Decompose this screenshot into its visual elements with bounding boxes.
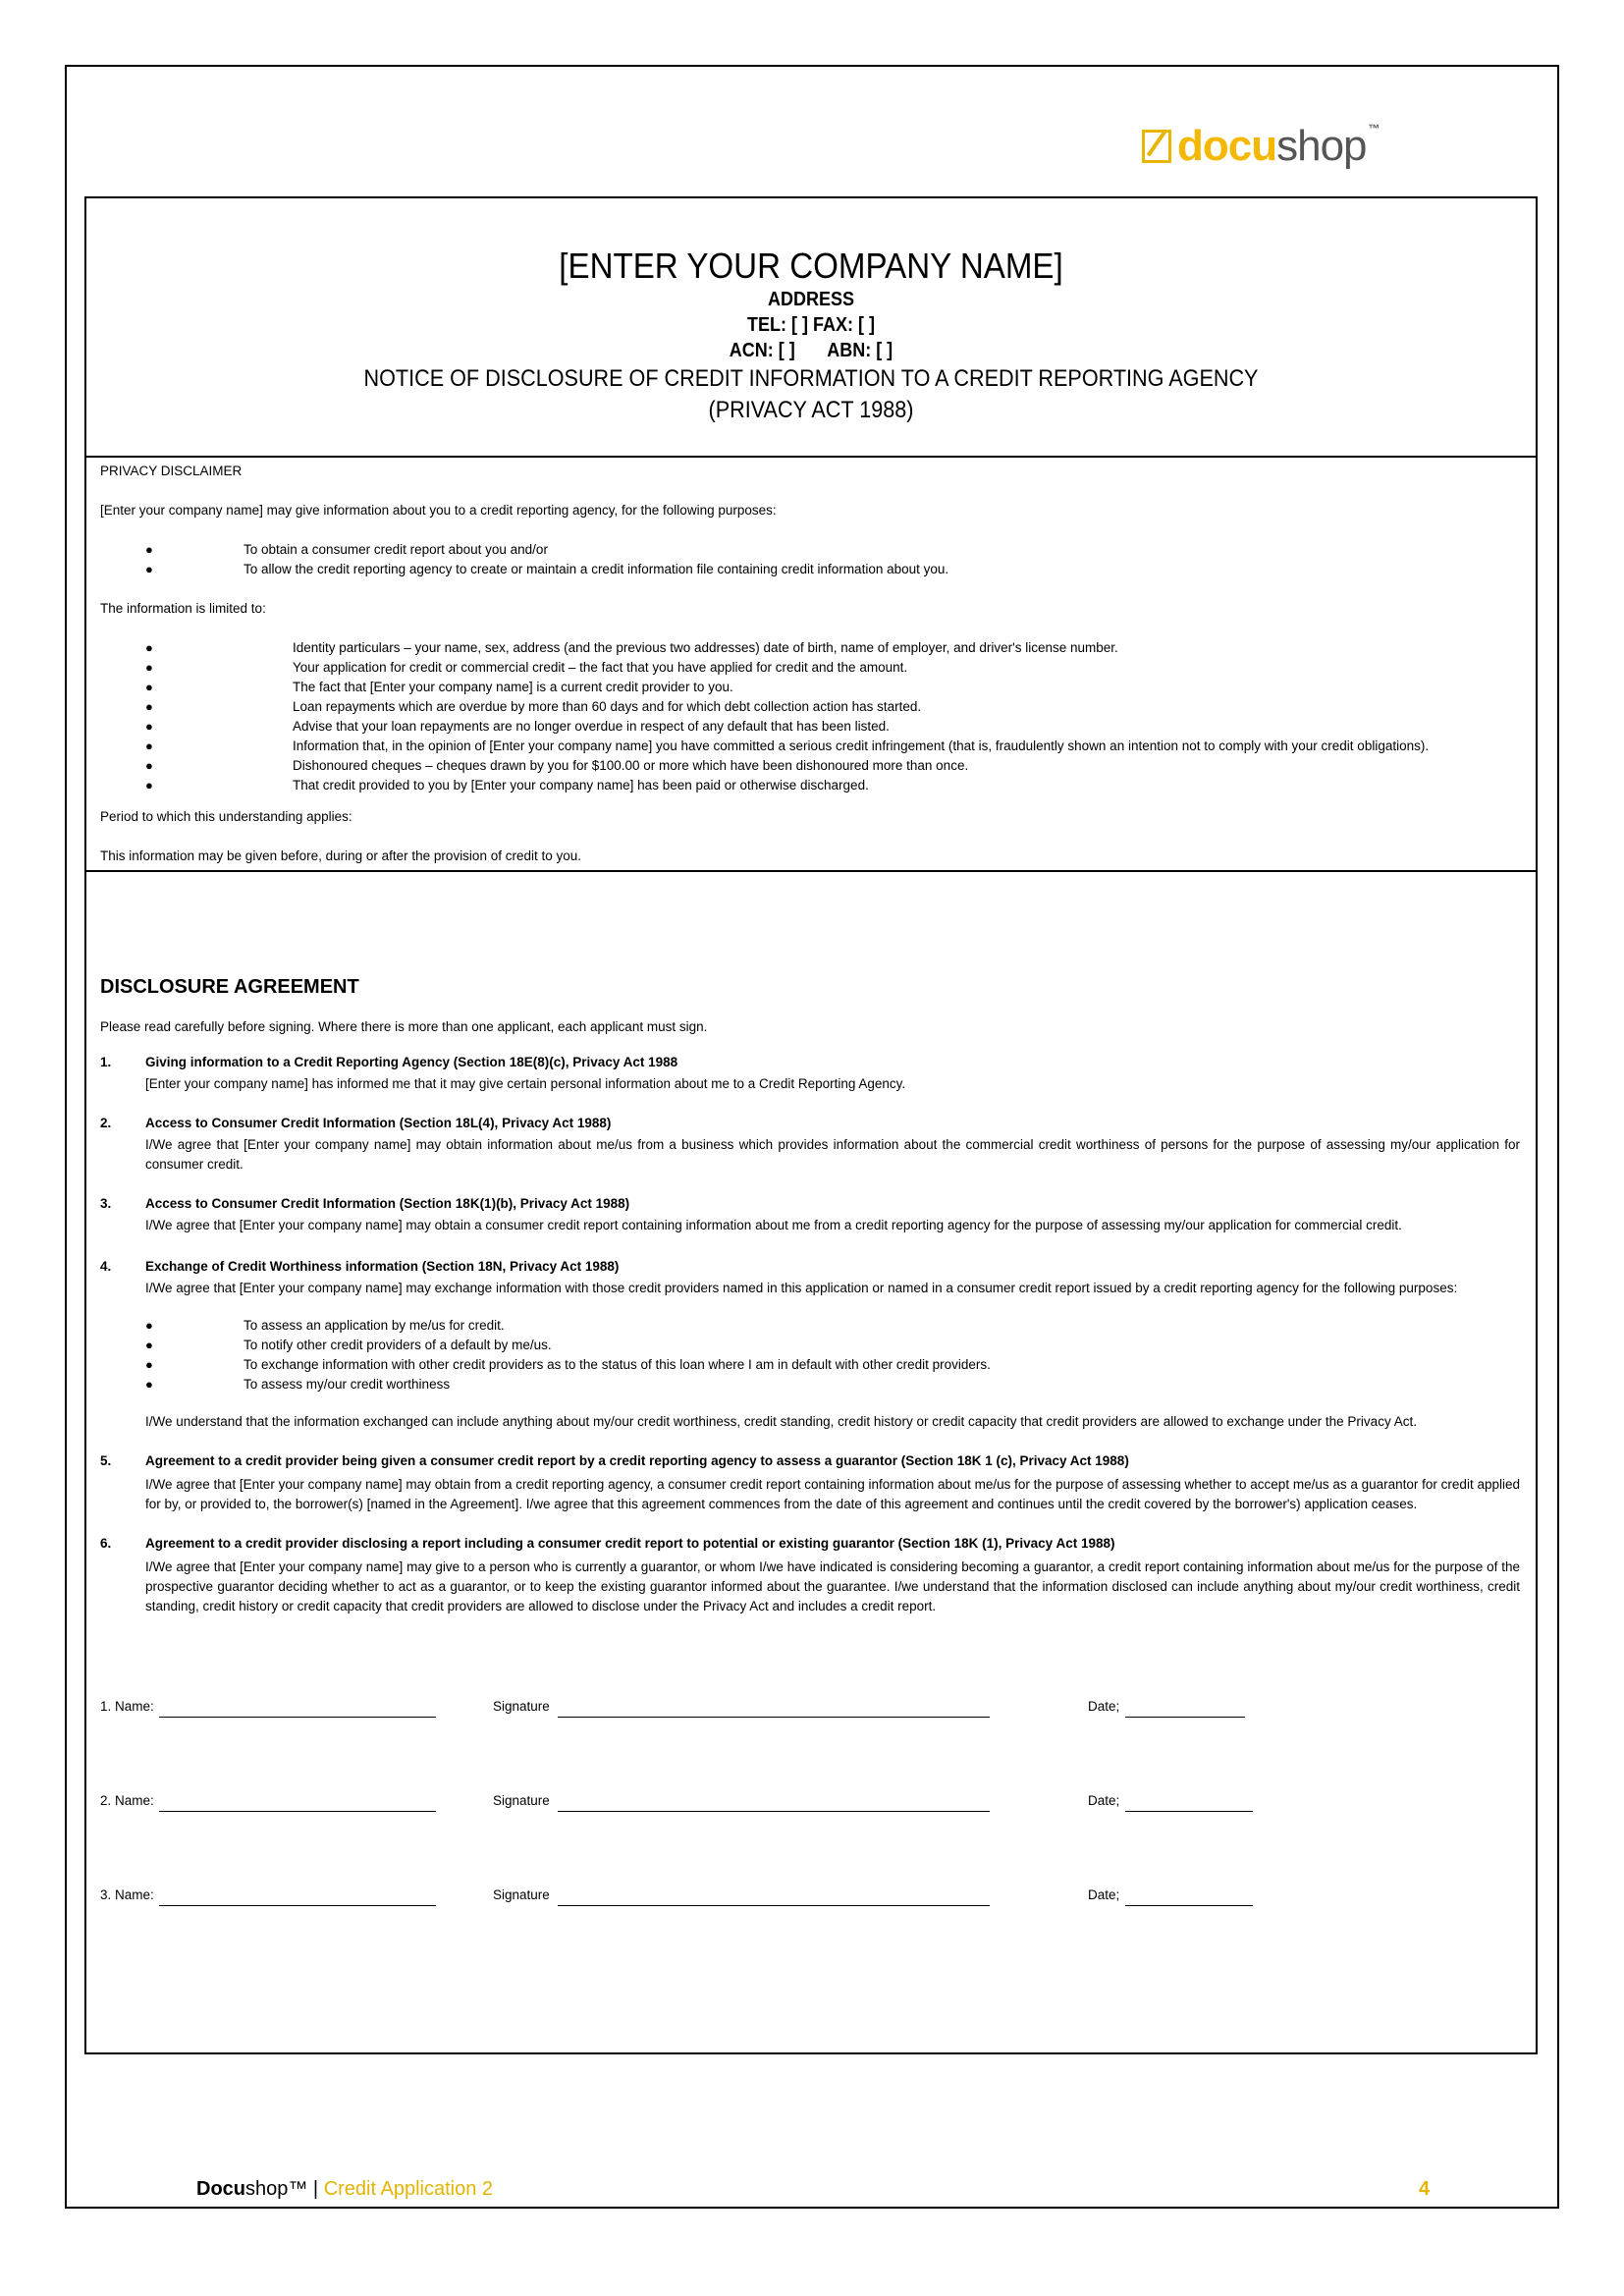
disclosure-agreement-section	[86, 872, 1536, 2054]
pencil-note-icon	[1142, 130, 1171, 163]
signature-label: Signature	[493, 1793, 550, 1808]
footer-brand: Docushop™	[196, 2178, 308, 2200]
notice-title: NOTICE OF DISCLOSURE OF CREDIT INFORMATION TO A CREDIT REPORTING AGENCY	[363, 365, 1259, 392]
name-label: 2. Name:	[100, 1793, 154, 1808]
section-text: I/We agree that [Enter your company name] may obtain a consumer credit report containing information about me from a credit reporting agency for the purpose of assessing my/our application for commercial credit.	[145, 1218, 1402, 1232]
date-label: Date;	[1088, 1793, 1120, 1808]
bullet-icon: ●	[145, 738, 153, 753]
tel-fax-line: TEL: [ ] FAX: [ ]	[747, 314, 875, 336]
bullet-icon: ●	[145, 719, 153, 734]
period-label: Period to which this understanding applies:	[100, 809, 352, 824]
limited-label: The information is limited to:	[100, 601, 266, 616]
bullet-icon: ●	[145, 680, 153, 694]
section-number: 1.	[100, 1055, 112, 1069]
date-field[interactable]	[1125, 1905, 1253, 1906]
privacy-title: PRIVACY DISCLAIMER	[100, 464, 243, 478]
section-number: 6.	[100, 1536, 112, 1551]
understand-text: I/We understand that the information exchanged can include anything about my/our credit worthiness, credit standing, credit history or credit capacity that credit providers are allowed to exchange under the Privacy Act.	[145, 1414, 1417, 1429]
privacy-intro: [Enter your company name] may give information about you to a credit reporting agency, for the following purposes:	[100, 503, 777, 518]
bullet-icon: ●	[145, 1318, 153, 1333]
notice-subtitle: (PRIVACY ACT 1988)	[708, 397, 914, 423]
section-text: I/We agree that [Enter your company name] may obtain information about me/us from a business which provides information about the commercial credit worthiness of persons for the purpose of assessing my/our application for consumer credit.	[145, 1137, 1520, 1172]
acn-abn-line: ACN: [ ] ABN: [ ]	[729, 340, 893, 361]
given-note: This information may be given before, during or after the provision of credit to you.	[100, 848, 582, 863]
info-item: Dishonoured cheques – cheques drawn by you for $100.00 or more which have been dishonoured more than once.	[293, 758, 969, 773]
signature-field[interactable]	[558, 1717, 990, 1718]
agreement-intro: Please read carefully before signing. Where there is more than one applicant, each applicant must sign.	[100, 1019, 708, 1034]
section-heading: Access to Consumer Credit Information (Section 18L(4), Privacy Act 1988)	[145, 1116, 612, 1130]
docushop-logo: docushop ™	[1142, 122, 1380, 171]
page-footer: Docushop™ | Credit Application 2	[196, 2178, 494, 2200]
bullet-icon: ●	[145, 1338, 153, 1352]
section-heading: Exchange of Credit Worthiness information (Section 18N, Privacy Act 1988)	[145, 1259, 620, 1274]
info-item: The fact that [Enter your company name] is a current credit provider to you.	[293, 680, 733, 694]
bullet-icon: ●	[145, 660, 153, 675]
info-item: Identity particulars – your name, sex, address (and the previous two addresses) date of birth, name of employer, and driver's license number.	[293, 640, 1118, 655]
section-number: 2.	[100, 1116, 112, 1130]
section-text: I/We agree that [Enter your company name] may obtain from a credit reporting agency, a consumer credit report containing information about me/us for the purpose of assessing whether to accept me/us as a guarantor for credit applied for by, or provided to, the borrower(s) [named in the Agreement]. I/we agree that this agreement commences from the date of this agreement and continues until the credit covered by the borrower's) application ceases.	[145, 1477, 1520, 1511]
signature-label: Signature	[493, 1887, 550, 1902]
agreement-title: DISCLOSURE AGREEMENT	[100, 976, 359, 998]
info-item: Advise that your loan repayments are no longer overdue in respect of any default that has been listed.	[293, 719, 890, 734]
exchange-purpose: To assess an application by me/us for credit.	[244, 1318, 505, 1333]
info-item: That credit provided to you by [Enter your company name] has been paid or otherwise discharged.	[293, 778, 869, 793]
name-label: 1. Name:	[100, 1699, 154, 1714]
section-heading: Giving information to a Credit Reporting Agency (Section 18E(8)(c), Privacy Act 1988	[145, 1055, 678, 1069]
signature-field[interactable]	[558, 1905, 990, 1906]
company-name: [ENTER YOUR COMPANY NAME]	[559, 246, 1063, 286]
section-number: 3.	[100, 1196, 112, 1211]
section-number: 4.	[100, 1259, 112, 1274]
date-field[interactable]	[1125, 1717, 1245, 1718]
signature-field[interactable]	[558, 1811, 990, 1812]
date-label: Date;	[1088, 1699, 1120, 1714]
info-item: Loan repayments which are overdue by more than 60 days and for which debt collection action has started.	[293, 699, 922, 714]
section-text: [Enter your company name] has informed me that it may give certain personal information about me to a Credit Reporting Agency.	[145, 1076, 906, 1091]
purpose-item: To obtain a consumer credit report about you and/or	[244, 542, 548, 557]
footer-doc-title: Credit Application 2	[323, 2178, 494, 2200]
purpose-item: To allow the credit reporting agency to create or maintain a credit information file containing credit information about you.	[244, 562, 949, 576]
info-item: Information that, in the opinion of [Enter your company name] you have committed a serious credit infringement (that is, fraudulently shown an intention not to comply with your credit obligations).	[293, 738, 1430, 753]
bullet-icon: ●	[145, 699, 153, 714]
name-field[interactable]	[159, 1811, 436, 1812]
signature-label: Signature	[493, 1699, 550, 1714]
section-text: I/We agree that [Enter your company name] may give to a person who is currently a guarantor, or whom I/we have indicated is considering becoming a guarantor, a credit report containing information about me/us for the purpose of the prospective guarantor deciding whether to act as a guarantor, or to keep the existing guarantor informed about the guarantee. I/we understand that the information disclosed can include anything about my/our credit worthiness, credit standing, credit history or credit capacity that credit providers are allowed to disclose under the Privacy Act and includes a credit report.	[145, 1559, 1520, 1613]
page-number: 4	[1419, 2178, 1431, 2200]
exchange-purpose: To notify other credit providers of a default by me/us.	[244, 1338, 552, 1352]
bullet-icon: ●	[145, 758, 153, 773]
form-frame	[84, 196, 1538, 2054]
bullet-icon: ●	[145, 562, 153, 576]
bullet-icon: ●	[145, 1377, 153, 1392]
section-number: 5.	[100, 1453, 112, 1468]
privacy-disclaimer-section	[86, 458, 1536, 872]
date-label: Date;	[1088, 1887, 1120, 1902]
section-heading: Agreement to a credit provider disclosing a report including a consumer credit report to potential or existing guarantor (Section 18K (1), Privacy Act 1988)	[145, 1536, 1115, 1551]
address-line: ADDRESS	[767, 289, 855, 310]
date-field[interactable]	[1125, 1811, 1253, 1812]
section-heading: Agreement to a credit provider being given a consumer credit report by a credit reporting agency to assess a guarantor (Section 18K 1 (c), Privacy Act 1988)	[145, 1453, 1129, 1468]
bullet-icon: ●	[145, 542, 153, 557]
info-item: Your application for credit or commercial credit – the fact that you have applied for credit and the amount.	[293, 660, 908, 675]
section-heading: Access to Consumer Credit Information (Section 18K(1)(b), Privacy Act 1988)	[145, 1196, 630, 1211]
name-label: 3. Name:	[100, 1887, 154, 1902]
exchange-purpose: To assess my/our credit worthiness	[244, 1377, 451, 1392]
bullet-icon: ●	[145, 1357, 153, 1372]
name-field[interactable]	[159, 1717, 436, 1718]
form-header	[86, 198, 1536, 458]
name-field[interactable]	[159, 1905, 436, 1906]
exchange-purpose: To exchange information with other credit providers as to the status of this loan where I am in default with other credit providers.	[244, 1357, 991, 1372]
bullet-icon: ●	[145, 640, 153, 655]
section-text: I/We agree that [Enter your company name] may exchange information with those credit providers named in this application or named in a consumer credit report issued by a credit reporting agency for the following purposes:	[145, 1281, 1458, 1295]
bullet-icon: ●	[145, 778, 153, 793]
